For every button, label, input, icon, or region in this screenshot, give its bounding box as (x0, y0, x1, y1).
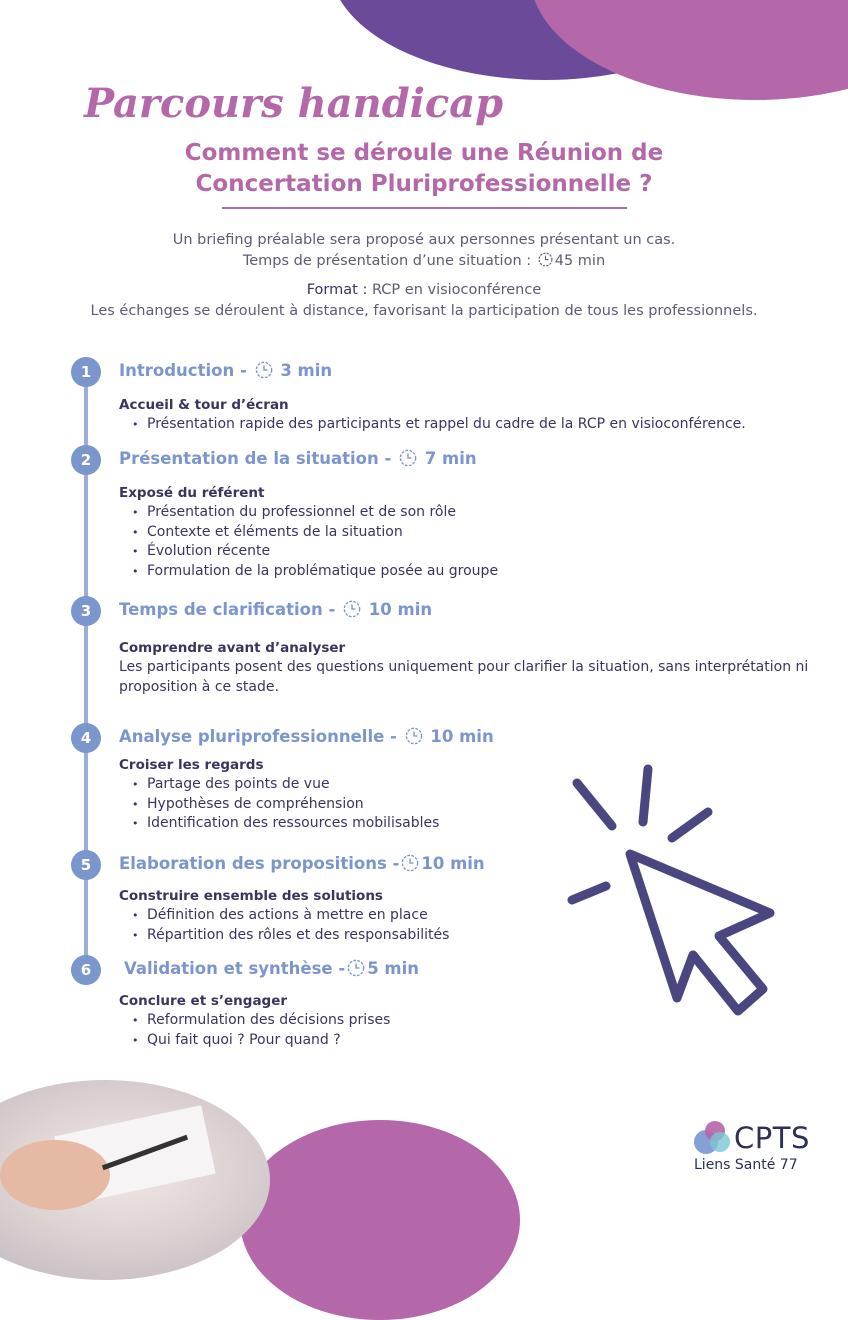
step-title: Elaboration des propositions - 10 min (119, 854, 485, 873)
step-title: Validation et synthèse - 5 min (124, 959, 420, 978)
list-item: • Reformulation des décisions prises (147, 1011, 809, 1031)
clock-icon (343, 600, 361, 618)
page-subtitle: Comment se déroule une Réunion de Concertation Pluriprofessionnelle ? (184, 140, 664, 197)
cpts-logo (692, 1120, 822, 1180)
step-title: Analyse pluriprofessionnelle - 10 min (119, 727, 494, 746)
cursor-click-icon (560, 756, 800, 1026)
step-title: Introduction - 3 min (119, 361, 333, 380)
decor-blob-pink (530, 0, 848, 100)
format-line: Format : RCP en visioconférence (306, 282, 542, 298)
step-subtitle: Construire ensemble des solutions (119, 888, 383, 904)
intro-block (20, 230, 828, 322)
step-introduction (119, 359, 809, 435)
briefing-text: Un briefing préalable sera proposé aux personnes présentant un cas. (172, 232, 676, 248)
step-text: Les participants posent des questions uniquement pour clarifier la situation, sans interprétation ni proposition à ce stade. (119, 659, 809, 695)
clock-icon (401, 854, 419, 872)
page-title: Parcours handicap (84, 80, 504, 127)
step-presentation (119, 447, 809, 581)
list-item: • Hypothèses de compréhension (147, 795, 809, 815)
list-item: • Présentation rapide des participants et rappel du cadre de la RCP en visioconférence. (147, 415, 809, 435)
list-item: • Répartition des rôles et des responsabilités (147, 926, 809, 946)
presentation-time: Temps de présentation d’une situation : 45 min (242, 253, 606, 269)
step-number: 5 (71, 850, 101, 880)
step-subtitle: Conclure et s’engager (119, 993, 288, 1009)
list-item: • Qui fait quoi ? Pour quand ? (147, 1031, 809, 1051)
clock-icon (347, 959, 365, 977)
step-number: 6 (71, 955, 101, 985)
step-title: Temps de clarification - 10 min (119, 600, 433, 619)
step-title: Présentation de la situation - 7 min (119, 449, 477, 468)
list-item: • Définition des actions à mettre en place (147, 906, 809, 926)
clock-icon (405, 727, 423, 745)
logo-brand: CPTS (734, 1121, 810, 1155)
list-item: • Présentation du professionnel et de son rôle (147, 503, 809, 523)
photo-hands-writing (0, 1080, 270, 1280)
step-clarification (119, 598, 809, 697)
step-number: 2 (71, 445, 101, 475)
list-item: • Évolution récente (147, 542, 809, 562)
title-divider (222, 207, 627, 209)
list-item: • Partage des points de vue (147, 775, 809, 795)
step-subtitle: Exposé du référent (119, 485, 265, 501)
step-list (119, 503, 809, 581)
step-subtitle: Croiser les regards (119, 757, 264, 773)
step-subtitle: Accueil & tour d’écran (119, 397, 289, 413)
step-subtitle: Comprendre avant d’analyser (119, 640, 346, 656)
logo-subtitle: Liens Santé 77 (694, 1157, 798, 1173)
list-item: • Contexte et éléments de la situation (147, 523, 809, 543)
step-number: 1 (71, 357, 101, 387)
remote-text: Les échanges se déroulent à distance, favorisant la participation de tous les professionnels. (90, 303, 758, 319)
list-item: • Formulation de la problématique posée au groupe (147, 562, 809, 582)
list-item: • Identification des ressources mobilisables (147, 814, 809, 834)
clock-icon (399, 449, 417, 467)
decor-blob-bottom (240, 1120, 520, 1320)
step-list (119, 415, 809, 435)
clock-icon (255, 361, 273, 379)
clock-icon (538, 252, 553, 267)
step-number: 3 (71, 596, 101, 626)
step-number: 4 (71, 723, 101, 753)
